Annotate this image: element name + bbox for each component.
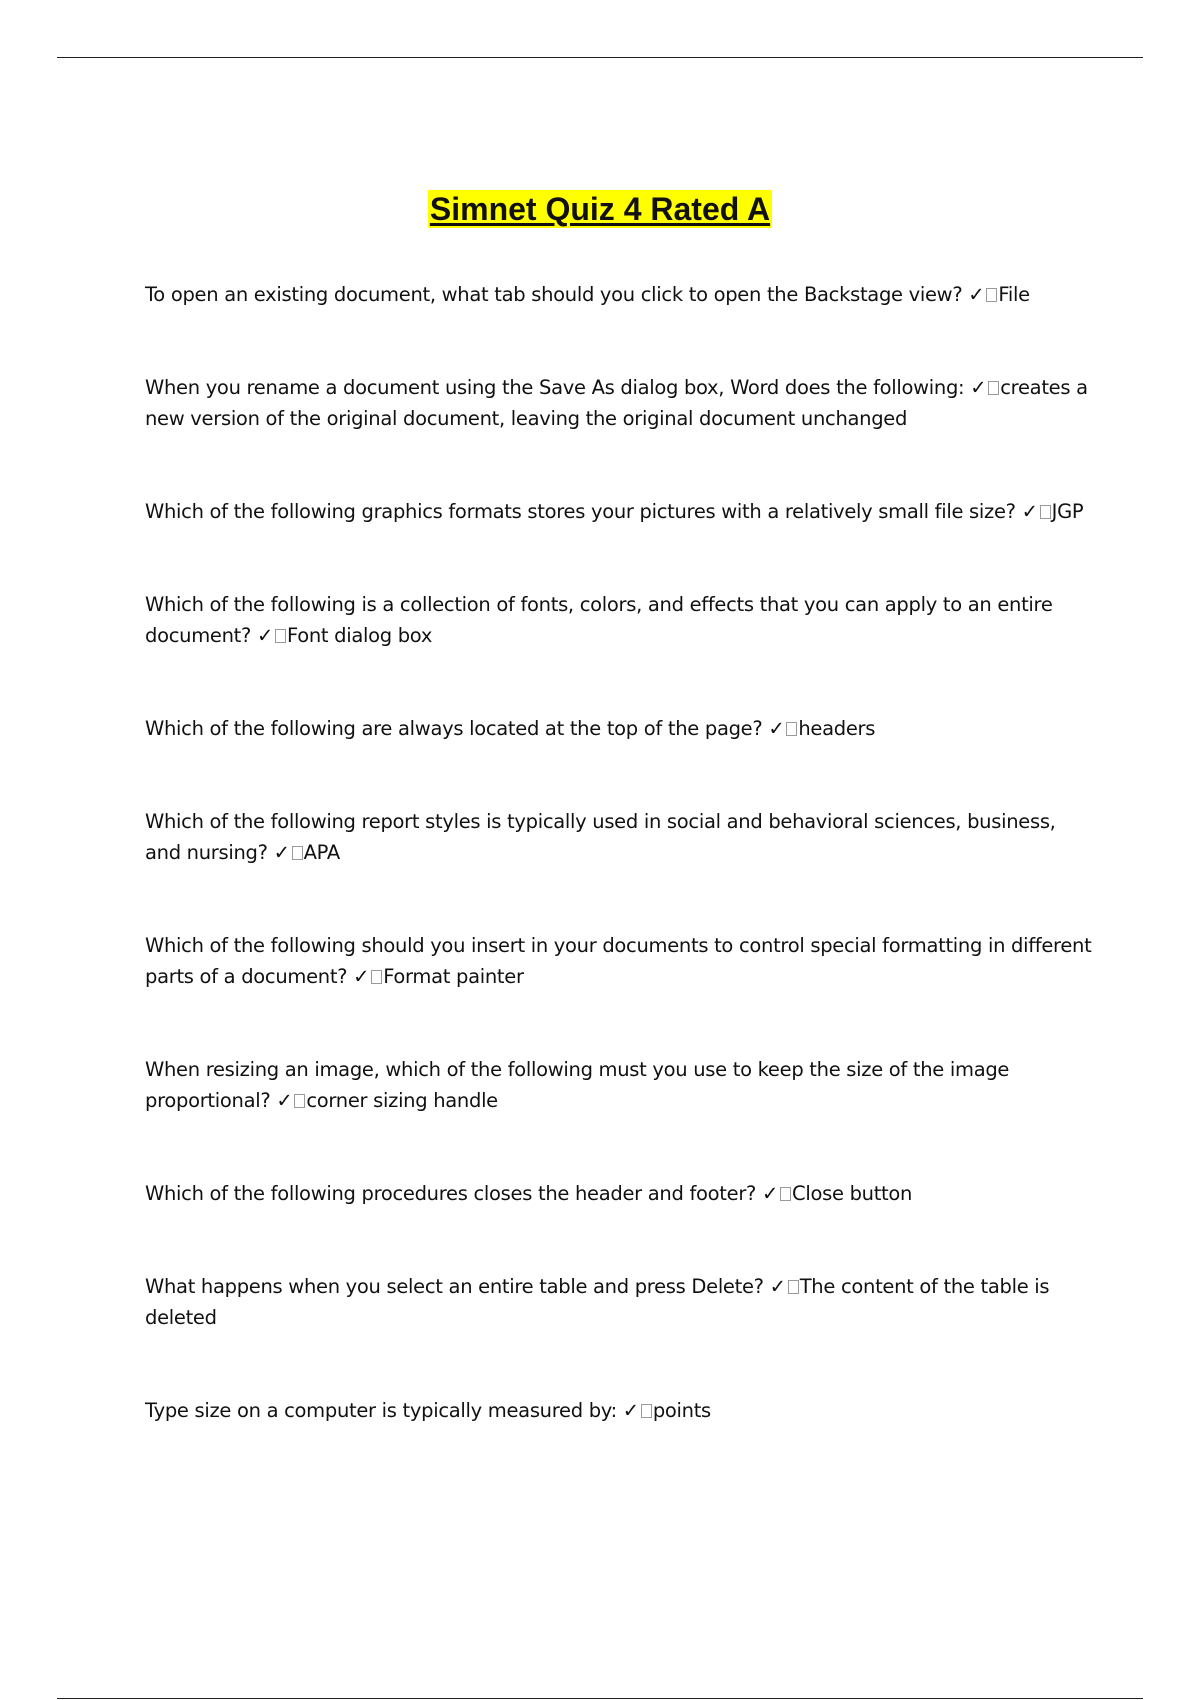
check-icon: ✓ xyxy=(768,717,785,740)
check-icon: ✓ xyxy=(273,841,290,864)
answer-text: points xyxy=(652,1399,711,1422)
qa-item xyxy=(145,372,1095,434)
top-rule xyxy=(57,57,1143,58)
answer-text: Close button xyxy=(792,1182,913,1205)
qa-item xyxy=(145,1395,1095,1426)
qa-item xyxy=(145,713,1095,744)
qa-item xyxy=(145,496,1095,527)
question-text: Which of the following graphics formats stores your pictures with a relatively small file size? xyxy=(145,500,1016,523)
check-icon: ✓ xyxy=(769,1275,786,1298)
box-icon xyxy=(275,629,286,643)
check-icon: ✓ xyxy=(256,624,273,647)
question-text: To open an existing document, what tab should you click to open the Backstage view? xyxy=(145,283,963,306)
check-icon: ✓ xyxy=(1021,500,1038,523)
qa-list xyxy=(145,279,1095,1488)
answer-text: headers xyxy=(798,717,876,740)
answer-text: File xyxy=(998,283,1030,306)
qa-item xyxy=(145,589,1095,651)
box-icon xyxy=(988,381,999,395)
question-text: Which of the following procedures closes the header and footer? xyxy=(145,1182,757,1205)
box-icon xyxy=(986,288,997,302)
box-icon xyxy=(292,846,303,860)
question-text: Type size on a computer is typically measured by: xyxy=(145,1399,617,1422)
box-icon xyxy=(371,970,382,984)
question-text: What happens when you select an entire table and press Delete? xyxy=(145,1275,764,1298)
question-text: Which of the following report styles is typically used in social and behavioral sciences, business, and nursing? xyxy=(145,810,1056,864)
box-icon xyxy=(788,1280,799,1294)
answer-text: creates a new version of the original document, leaving the original document unchanged xyxy=(145,376,1088,430)
check-icon: ✓ xyxy=(762,1182,779,1205)
box-icon xyxy=(780,1187,791,1201)
check-icon: ✓ xyxy=(970,376,987,399)
box-icon xyxy=(641,1404,652,1418)
answer-text: APA xyxy=(303,841,340,864)
question-text: Which of the following is a collection of fonts, colors, and effects that you can apply to an entire document? xyxy=(145,593,1053,647)
title-container xyxy=(0,190,1200,228)
check-icon: ✓ xyxy=(622,1399,639,1422)
box-icon xyxy=(1040,505,1051,519)
answer-text: The content of the table is deleted xyxy=(145,1275,1050,1329)
qa-item xyxy=(145,1054,1095,1116)
question-text: Which of the following should you insert in your documents to control special formatting in different parts of a document? xyxy=(145,934,1092,988)
box-icon xyxy=(786,722,797,736)
page-title: Simnet Quiz 4 Rated A xyxy=(429,191,771,227)
qa-item xyxy=(145,279,1095,310)
qa-item xyxy=(145,806,1095,868)
question-text: When you rename a document using the Save As dialog box, Word does the following: xyxy=(145,376,965,399)
box-icon xyxy=(294,1094,305,1108)
question-text: Which of the following are always located at the top of the page? xyxy=(145,717,763,740)
answer-text: Font dialog box xyxy=(287,624,433,647)
check-icon: ✓ xyxy=(276,1089,293,1112)
qa-item xyxy=(145,930,1095,992)
answer-text: corner sizing handle xyxy=(306,1089,498,1112)
qa-item xyxy=(145,1178,1095,1209)
qa-item xyxy=(145,1271,1095,1333)
check-icon: ✓ xyxy=(353,965,370,988)
bottom-rule xyxy=(57,1698,1143,1699)
answer-text: JGP xyxy=(1051,500,1084,523)
question-text: When resizing an image, which of the following must you use to keep the size of the image proportional? xyxy=(145,1058,1010,1112)
answer-text: Format painter xyxy=(383,965,524,988)
check-icon: ✓ xyxy=(968,283,985,306)
